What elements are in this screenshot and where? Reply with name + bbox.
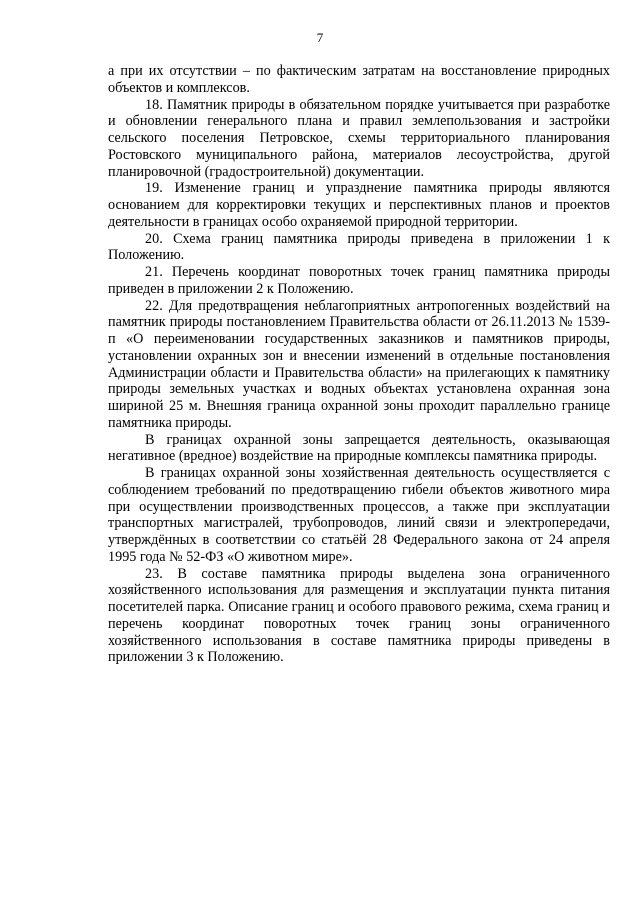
paragraph-22-prohibition: В границах охранной зоны запрещается деятельность, оказывающая негативное (вредное) воздействие на природные комплексы памятника природы. bbox=[108, 431, 610, 465]
paragraph-22: 22. Для предотвращения неблагоприятных антропогенных воздействий на памятник природы постановлением Правительства области от 26.11.2013 № 1539-п «О переименовании государственных заказников и памятников природы, установлении охранных зон и внесении изменений в отдельные постановления Администрации области и Правительства области» на прилегающих к памятнику природы земельных участках и водных объектах установлена охранная зона шириной 25 м. Внешняя граница охранной зоны проходит параллельно границе памятника природы. bbox=[108, 297, 610, 431]
paragraph-continuation: а при их отсутствии – по фактическим затратам на восстановление природных объектов и комплексов. bbox=[108, 63, 610, 96]
paragraph-20: 20. Схема границ памятника природы приведена в приложении 1 к Положению. bbox=[108, 230, 610, 264]
document-body bbox=[108, 63, 610, 666]
page-number: 7 bbox=[316, 30, 324, 45]
paragraph-23: 23. В составе памятника природы выделена зона ограниченного хозяйственного использования для размещения и эксплуатации пункта питания посетителей парка. Описание границ и особого правового режима, схема границ и перечень координат поворотных точек границ зоны ограниченного хозяйственного использования в составе памятника природы приведены в приложении 3 к Положению. bbox=[108, 565, 610, 666]
paragraph-18: 18. Памятник природы в обязательном порядке учитывается при разработке и обновлении генерального плана и правил землепользования и застройки сельского поселения Петровское, схемы территориального планирования Ростовского муниципального района, материалов лесоустройства, другой планировочной (градостроительной) документации. bbox=[108, 96, 610, 180]
paragraph-19: 19. Изменение границ и упразднение памятника природы являются основанием для корректировки текущих и перспективных планов и проектов деятельности в границах особо охраняемой природной территории. bbox=[108, 180, 610, 230]
paragraph-22-economic-activity: В границах охранной зоны хозяйственная деятельность осуществляется с соблюдением требований по предотвращению гибели объектов животного мира при осуществлении производственных процессов, а также при эксплуатации транспортных магистралей, трубопроводов, линий связи и электропередачи, утверждённых в соответствии со статьёй 28 Федерального закона от 24 апреля 1995 года № 52-ФЗ «О животном мире». bbox=[108, 465, 610, 565]
paragraph-21: 21. Перечень координат поворотных точек границ памятника природы приведен в приложении 2 к Положению. bbox=[108, 264, 610, 297]
